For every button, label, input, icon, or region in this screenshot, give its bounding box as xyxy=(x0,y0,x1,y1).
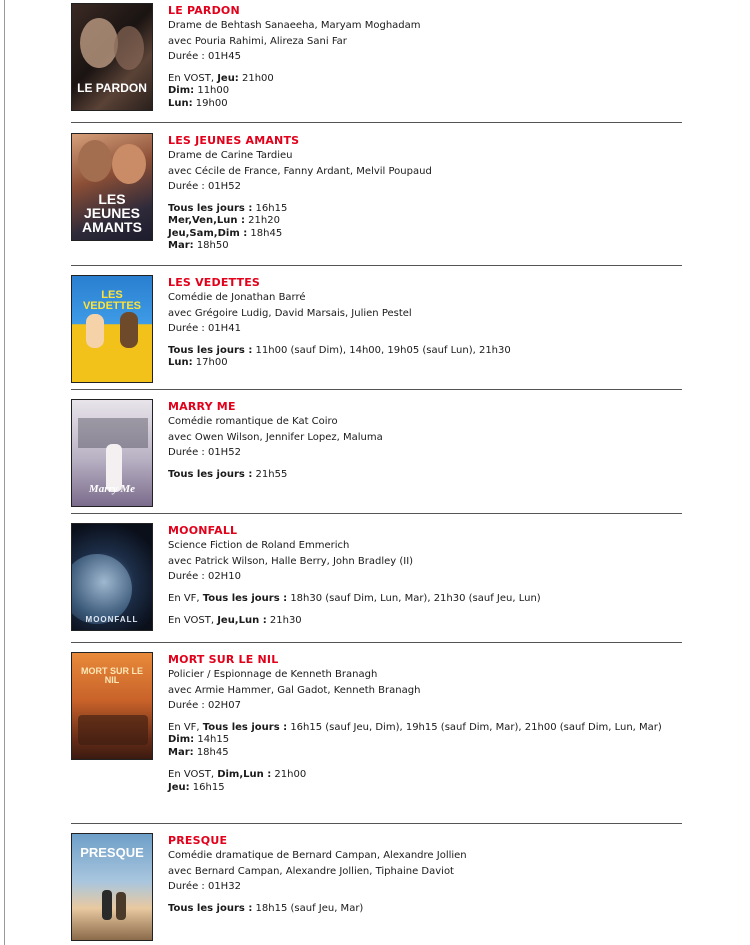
film-cast: avec Grégoire Ludig, David Marsais, Julien Pestel xyxy=(168,307,412,319)
showtime-line: Mer,Ven,Lun : 21h20 xyxy=(168,215,280,226)
poster-planet xyxy=(71,554,132,624)
film-genre: Policier / Espionnage de Kenneth Branagh xyxy=(168,669,378,680)
film-genre: Comédie de Jonathan Barré xyxy=(168,292,306,303)
film-genre: Drame de Behtash Sanaeeha, Maryam Moghadam xyxy=(168,20,421,31)
showtime-line: Mar: 18h50 xyxy=(168,240,229,251)
film-genre: Drame de Carine Tardieu xyxy=(168,150,293,161)
poster-title: PRESQUE xyxy=(80,845,144,860)
poster-title: MORT SUR LE NIL xyxy=(81,666,143,685)
poster-title: LES JEUNES AMANTS xyxy=(82,191,142,235)
showtime-line: Jeu: 16h15 xyxy=(168,781,225,793)
film-duration: Durée : 01H45 xyxy=(168,51,241,62)
showtime-line: En VOST, Dim,Lun : 21h00 xyxy=(168,769,307,780)
poster-le-pardon[interactable] xyxy=(71,3,153,111)
poster-presque[interactable] xyxy=(71,833,153,941)
page-left-border xyxy=(4,0,5,945)
poster-title: MOONFALL xyxy=(85,615,139,624)
film-genre: Science Fiction de Roland Emmerich xyxy=(168,540,350,551)
poster-figure xyxy=(78,715,148,745)
film-genre: Comédie romantique de Kat Coiro xyxy=(168,416,338,427)
showtime-line: Tous les jours : 21h55 xyxy=(168,468,288,480)
poster-figure xyxy=(116,892,126,920)
film-entry xyxy=(71,0,682,123)
film-duration: Durée : 01H52 xyxy=(168,447,241,458)
film-entry xyxy=(71,514,682,643)
showtime-line: Dim: 11h00 xyxy=(168,85,230,96)
poster-face xyxy=(112,144,146,184)
showtime-line: Jeu,Sam,Dim : 18h45 xyxy=(168,227,283,239)
showtime-line: En VOST, Jeu: 21h00 xyxy=(168,72,274,84)
showtime-line: Tous les jours : 11h00 (sauf Dim), 14h00, 19h05 (sauf Lun), 21h30 xyxy=(168,344,511,356)
showtime-line: En VOST, Jeu,Lun : 21h30 xyxy=(168,615,302,626)
showtime-line: Tous les jours : 16h15 xyxy=(168,202,288,214)
poster-face xyxy=(80,18,118,68)
showtime-line: Tous les jours : 18h15 (sauf Jeu, Mar) xyxy=(168,902,364,914)
showtime-line: En VF, Tous les jours : 16h15 (sauf Jeu, Dim), 19h15 (sauf Dim, Mar), 21h00 (sauf Dim, Lun, Mar) xyxy=(168,721,662,733)
film-title[interactable]: MORT SUR LE NIL xyxy=(168,653,279,666)
poster-figure xyxy=(120,312,138,348)
poster-figure xyxy=(102,890,112,920)
film-title[interactable]: PRESQUE xyxy=(168,834,228,847)
film-title[interactable]: MOONFALL xyxy=(168,524,238,537)
film-cast: avec Owen Wilson, Jennifer Lopez, Maluma xyxy=(168,431,383,443)
film-duration: Durée : 01H41 xyxy=(168,323,241,334)
film-entry xyxy=(71,123,682,266)
film-entry xyxy=(71,643,682,824)
poster-marry-me[interactable] xyxy=(71,399,153,507)
poster-title: Marry Me xyxy=(88,483,136,495)
poster-mort-sur-le-nil[interactable] xyxy=(71,652,153,760)
film-title[interactable]: LES VEDETTES xyxy=(168,276,261,289)
film-entry xyxy=(71,390,682,514)
poster-les-jeunes-amants[interactable] xyxy=(71,133,153,241)
film-entry xyxy=(71,824,682,945)
poster-face xyxy=(78,140,112,182)
showtime-line: Mar: 18h45 xyxy=(168,746,229,758)
poster-title: LE PARDON xyxy=(77,81,147,95)
film-title[interactable]: LE PARDON xyxy=(168,4,240,17)
film-genre: Comédie dramatique de Bernard Campan, Alexandre Jollien xyxy=(168,850,467,861)
film-duration: Durée : 02H10 xyxy=(168,571,241,582)
poster-les-vedettes[interactable] xyxy=(71,275,153,383)
poster-moonfall[interactable] xyxy=(71,523,153,631)
film-title[interactable]: LES JEUNES AMANTS xyxy=(168,134,300,147)
film-duration: Durée : 02H07 xyxy=(168,700,241,711)
film-duration: Durée : 01H52 xyxy=(168,181,241,192)
showtime-line: Lun: 19h00 xyxy=(168,97,228,109)
film-title[interactable]: MARRY ME xyxy=(168,400,236,413)
film-entry xyxy=(71,266,682,390)
film-duration: Durée : 01H32 xyxy=(168,881,241,892)
poster-face xyxy=(114,26,144,70)
film-cast: avec Cécile de France, Fanny Ardant, Melvil Poupaud xyxy=(168,165,432,177)
film-cast: avec Pouria Rahimi, Alireza Sani Far xyxy=(168,35,347,47)
showtime-line: Dim: 14h15 xyxy=(168,734,230,745)
poster-figure xyxy=(86,314,104,348)
showtime-line: En VF, Tous les jours : 18h30 (sauf Dim, Lun, Mar), 21h30 (sauf Jeu, Lun) xyxy=(168,592,541,604)
film-cast: avec Armie Hammer, Gal Gadot, Kenneth Branagh xyxy=(168,684,421,696)
film-cast: avec Bernard Campan, Alexandre Jollien, Tiphaine Daviot xyxy=(168,865,454,877)
poster-title: LES VEDETTES xyxy=(82,289,142,312)
showtime-line: Lun: 17h00 xyxy=(168,357,228,368)
film-cast: avec Patrick Wilson, Halle Berry, John Bradley (II) xyxy=(168,555,414,567)
